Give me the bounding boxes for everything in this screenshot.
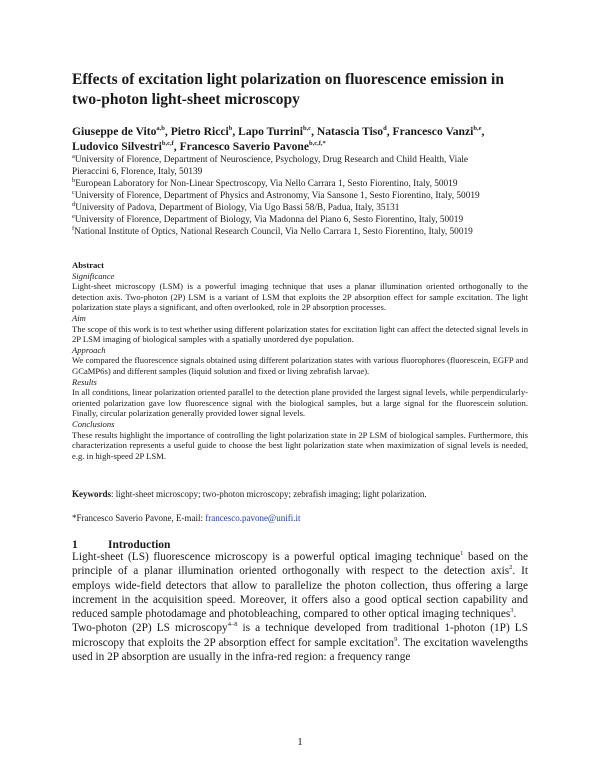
citation[interactable]: 2 <box>509 564 513 572</box>
affiliation-mark: f <box>72 224 75 232</box>
author-list <box>72 124 528 154</box>
abstract-subheading: Conclusions <box>72 418 115 429</box>
section-title: Introduction <box>108 539 171 551</box>
affiliation <box>72 178 528 190</box>
correspondence <box>72 512 528 524</box>
affiliation-text: Pieraccini 6, Florence, Italy, 50139 <box>72 167 203 177</box>
author-name: Lapo Turrini <box>238 125 303 138</box>
body-text-run: . It employs wide-field detectors that allow to parallelize the photon collection, thus offering a large increment in the acquisition speed. Moreover, it offers also a good optical section capability and reduced sample photodamage and photobleaching, compared to other optical imaging techniques <box>72 565 528 621</box>
author-name: Francesco Vanzi <box>392 125 474 138</box>
abstract-paragraph: The scope of this work is to test whether using different polarization states for excitation light can affect the detected signal levels in 2P LSM imaging of biological samples with a spatially unordered dye population. <box>72 323 528 345</box>
abstract-subheading: Significance <box>72 270 115 281</box>
abstract-subheading: Approach <box>72 344 106 355</box>
body-paragraph <box>72 550 528 621</box>
abstract-subheading: Aim <box>72 312 86 323</box>
author-separator: , <box>481 125 485 138</box>
citation[interactable]: 9 <box>394 636 398 644</box>
affiliation-mark: b <box>72 176 76 184</box>
abstract <box>72 260 528 461</box>
affiliation-mark: d <box>72 200 76 208</box>
author-affiliation-mark: b <box>228 125 233 133</box>
author-name: Ludovico Silvestri <box>72 140 162 153</box>
body-text-run: . <box>513 608 517 621</box>
author-affiliation-mark: b,e <box>473 125 482 133</box>
author-separator: , <box>173 140 180 153</box>
author-separator: , <box>311 125 317 138</box>
correspondence-prefix: *Francesco Saverio Pavone, E-mail: <box>72 513 206 523</box>
citation[interactable]: 3 <box>510 607 514 615</box>
affiliation <box>72 214 528 226</box>
paper-title: Effects of excitation light polarization on fluorescence emission in two-photon light-sheet microscopy <box>72 71 504 108</box>
affiliation-text: University of Florence, Department of Neuroscience, Psychology, Drug Research and Child Health, Viale <box>74 155 469 165</box>
affiliation <box>72 202 528 214</box>
citation[interactable]: 1 <box>460 550 464 558</box>
affiliation <box>72 190 528 202</box>
body-text-run: Two-photon (2P) LS microscopy <box>72 622 228 635</box>
section-number: 1 <box>72 539 78 551</box>
abstract-paragraph: Light-sheet microscopy (LSM) is a powerful imaging technique that uses a planar illumination oriented orthogonally to the detection axis. Two-photon (2P) LSM is a variant of LSM that exploits the 2P absorption effect for sample excitation. The light polarization state plays a significant, and often overlooked, role in 2P absorption processes. <box>72 281 528 313</box>
affiliation-text: University of Florence, Department of Physics and Astronomy, Via Sansone 1, Sesto Fiorentino, Italy, 50019 <box>74 191 480 201</box>
page-number: 1 <box>297 736 303 748</box>
keywords-text: : light-sheet microscopy; two-photon microscopy; zebrafish imaging; light polarization. <box>111 489 427 499</box>
keywords <box>72 488 528 500</box>
affiliation <box>72 226 528 238</box>
author-name: Giuseppe de Vito <box>72 125 157 138</box>
abstract-paragraph: In all conditions, linear polarization oriented parallel to the detection plane provided the largest signal levels, while perpendicularly-oriented polarization gave low fluorescence signal with the biological samples, but a large signal for the fluorescein solution. Finally, circular polarization generally provided lower signal levels. <box>72 387 528 419</box>
abstract-paragraph: We compared the fluorescence signals obtained using different polarization states with various fluorophores (fluorescein, EGFP and GCaMP6s) and different samples (liquid solution and fixed or living zebrafish larvae). <box>72 355 528 376</box>
author-name: Natascia Tiso <box>316 125 384 138</box>
author-name: Francesco Saverio Pavone <box>179 140 310 153</box>
citation[interactable]: 4–8 <box>227 621 238 629</box>
affiliation-list <box>72 154 528 238</box>
body-text <box>72 550 528 664</box>
affiliation <box>72 166 528 178</box>
author-separator: , <box>386 125 393 138</box>
body-text-run: . The excitation wavelengths used in 2P absorption are usually in the infra-red region: a frequency range <box>72 636 528 664</box>
affiliation-mark: e <box>72 212 75 220</box>
affiliation-mark: c <box>72 188 75 196</box>
author-affiliation-mark: d <box>383 125 387 133</box>
abstract-paragraph: These results highlight the importance of controlling the light polarization state in 2P LSM of biological samples. Furthermore, this characterization represents a useful guide to choose the best light polarization state when maximization of signal levels is needed, e.g. in high-speed 2P LSM. <box>72 429 528 461</box>
author-separator: , <box>164 125 171 138</box>
affiliation-mark: a <box>72 152 75 160</box>
affiliation-text: University of Padova, Department of Biology, Via Ugo Bassi 58/B, Padua, Italy, 35131 <box>75 203 400 213</box>
author-affiliation-mark: b,c <box>302 125 312 133</box>
body-text-run: Light-sheet (LS) fluorescence microscopy is a powerful optical imaging technique <box>72 551 461 563</box>
author-affiliation-mark: b,c,f <box>161 140 174 148</box>
body-text-run: based on the principle of a planar illumination oriented orthogonally with respect to the detection axis <box>72 551 528 578</box>
affiliation-text: National Institute of Optics, National Research Council, Via Nello Carrara 1, Sesto Fiorentino, Italy, 50019 <box>74 227 473 237</box>
affiliation-text: European Laboratory for Non-Linear Spectroscopy, Via Nello Carrara 1, Sesto Fiorentino, Italy, 50019 <box>75 179 458 189</box>
author-affiliation-mark: b,c,f,* <box>309 140 326 148</box>
affiliation <box>72 154 528 166</box>
author-separator: , <box>232 125 239 138</box>
author-name: Pietro Ricci <box>170 125 229 138</box>
body-paragraph <box>72 621 528 664</box>
abstract-heading: Abstract <box>72 260 104 270</box>
abstract-sections <box>72 271 528 462</box>
email-link[interactable]: francesco.pavone@unifi.it <box>205 513 301 523</box>
abstract-subheading: Results <box>72 376 97 387</box>
keywords-label: Keywords <box>72 489 111 499</box>
author-affiliation-mark: a,b <box>156 125 165 133</box>
affiliation-text: University of Florence, Department of Biology, Via Madonna del Piano 6, Sesto Fiorentino, Italy, 50019 <box>74 215 464 225</box>
body-text-run: is a technique developed from traditional 1-photon (1P) LS microscopy that exploits the 2P absorption effect for sample excitation <box>72 622 528 649</box>
